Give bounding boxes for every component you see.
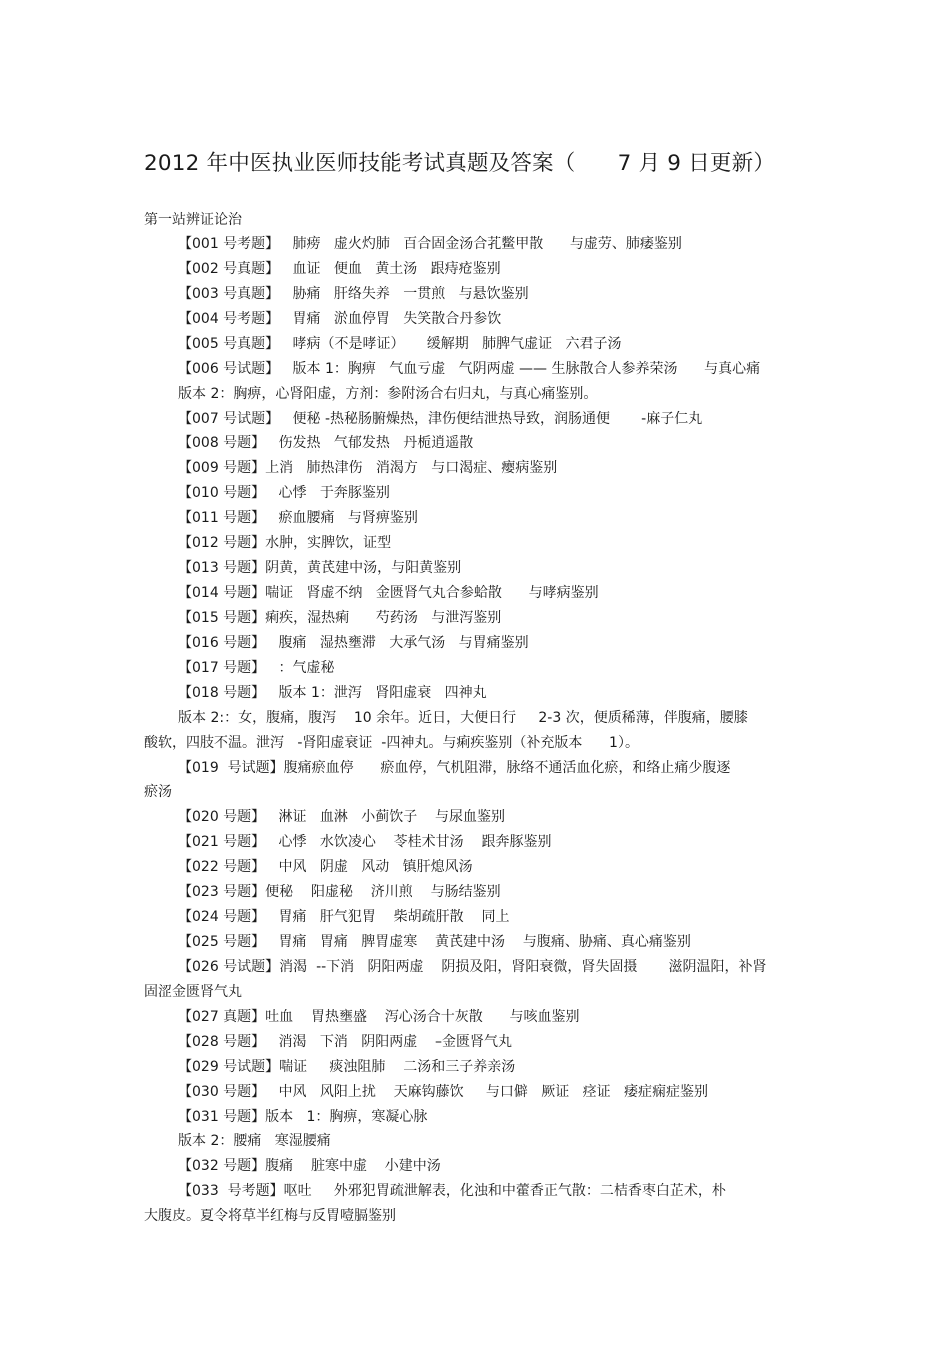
continuation-line: 酸软，四肢不温。泄泻 -肾阳虚衰证 -四神丸。与痢疾鉴别（补充版本 1）。 [144,734,639,751]
question-entry: 版本 2：腰痛 寒湿腰痛 [178,1133,331,1150]
question-entry: 【017 号题】 ：气虚秘 [178,659,335,676]
question-entry: 【007 号试题】 便秘 -热秘肠腑燥热，津伤便结泄热导致，润肠通便 -麻子仁丸 [178,410,703,427]
question-entry: 【022 号题】 中风 阴虚 风动 镇肝熄风汤 [178,859,473,876]
document-title: 2012 年中医执业医师技能考试真题及答案（ 7 月 9 日更新） [144,151,776,176]
question-entry: 【005 号真题】 哮病（不是哮证） 缓解期 肺脾气虚证 六君子汤 [178,335,622,352]
question-entry: 【006 号试题】 版本 1：胸痹 气血亏虚 气阴两虚 —— 生脉散合人参养荣汤 与真心痛 [178,360,761,377]
continuation-line: 瘀汤 [144,784,172,801]
question-entry: 【009 号题】上消 肺热津伤 消渴方 与口渴症、瘿病鉴别 [178,460,558,477]
question-entry: 【029 号试题】喘证 痰浊阻肺 二汤和三子养亲汤 [178,1058,516,1075]
question-entry: 【002 号真题】 血证 便血 黄土汤 跟痔疮鉴别 [178,260,501,277]
question-entry: 【023 号题】便秘 阳虚秘 济川煎 与肠结鉴别 [178,884,501,901]
continuation-line: 大腹皮。夏令将草半红梅与反胃噎膈鉴别 [144,1208,396,1225]
question-entry: 【010 号题】 心悸 于奔豚鉴别 [178,485,390,502]
question-entry: 【015 号题】痢疾，湿热痢 芍药汤 与泄泻鉴别 [178,609,502,626]
question-entry: 【018 号题】 版本 1：泄泻 肾阳虚衰 四神丸 [178,684,487,701]
question-entry: 【004 号考题】 胃痛 淤血停胃 失笑散合丹参饮 [178,310,502,327]
question-entry: 【031 号题】版本 1：胸痹，寒凝心脉 [178,1108,428,1125]
continuation-line: 固涩金匮肾气丸 [144,983,242,1000]
question-entry: 【030 号题】 中风 风阳上扰 天麻钩藤饮 与口僻 厥证 痉证 痿症痫症鉴别 [178,1083,708,1100]
question-entry: 【026 号试题】消渴 --下消 阴阳两虚 阴损及阳，肾阳衰微，肾失固摄 滋阴温阳，补肾 [178,958,767,975]
question-entry: 【032 号题】腹痛 脏寒中虚 小建中汤 [178,1158,441,1175]
question-entry: 【011 号题】 瘀血腰痛 与肾痹鉴别 [178,510,418,527]
question-entry: 【012 号题】水肿，实脾饮，证型 [178,535,392,552]
question-entry: 【020 号题】 淋证 血淋 小蓟饮子 与尿血鉴别 [178,809,506,826]
question-entry: 【013 号题】阴黄，黄芪建中汤，与阳黄鉴别 [178,560,462,577]
question-entry: 【028 号题】 消渴 下消 阴阳两虚 –金匮肾气丸 [178,1033,513,1050]
question-entry: 【025 号题】 胃痛 胃痛 脾胃虚寒 黄芪建中汤 与腹痛、胁痛、真心痛鉴别 [178,934,691,951]
question-entry: 【014 号题】喘证 肾虚不纳 金匮肾气丸合参蛤散 与哮病鉴别 [178,585,599,602]
question-entry: 【021 号题】 心悸 水饮凌心 苓桂术甘汤 跟奔豚鉴别 [178,834,552,851]
question-entry: 【033 号考题】呕吐 外邪犯胃疏泄解表，化浊和中藿香正气散：二桔香枣白芷术，朴 [178,1183,726,1200]
question-entry: 【019 号试题】腹痛瘀血停 瘀血停，气机阻滞，脉络不通活血化瘀，和络止痛少腹逐 [178,759,731,776]
question-entry: 版本 2:：女，腹痛，腹泻 10 余年。近日，大便日行 2-3 次，便质稀薄，伴腹痛，腰膝 [178,709,748,726]
question-entry: 【003 号真题】 胁痛 肝络失养 一贯煎 与悬饮鉴别 [178,285,529,302]
question-entry: 【001 号考题】 肺痨 虚火灼肺 百合固金汤合芤鳖甲散 与虚劳、肺痿鉴别 [178,236,682,252]
question-entry: 【016 号题】 腹痛 湿热壅滞 大承气汤 与胃痛鉴别 [178,634,529,651]
question-entry: 版本 2：胸痹，心肾阳虚，方剂：参附汤合右归丸，与真心痛鉴别。 [178,385,598,402]
section-heading: 第一站辨证论治 [144,212,242,228]
question-entry: 【024 号题】 胃痛 肝气犯胃 柴胡疏肝散 同上 [178,909,510,926]
question-entry: 【008 号题】 伤发热 气郁发热 丹栀逍遥散 [178,435,474,452]
question-entry: 【027 真题】吐血 胃热壅盛 泻心汤合十灰散 与咳血鉴别 [178,1008,580,1025]
